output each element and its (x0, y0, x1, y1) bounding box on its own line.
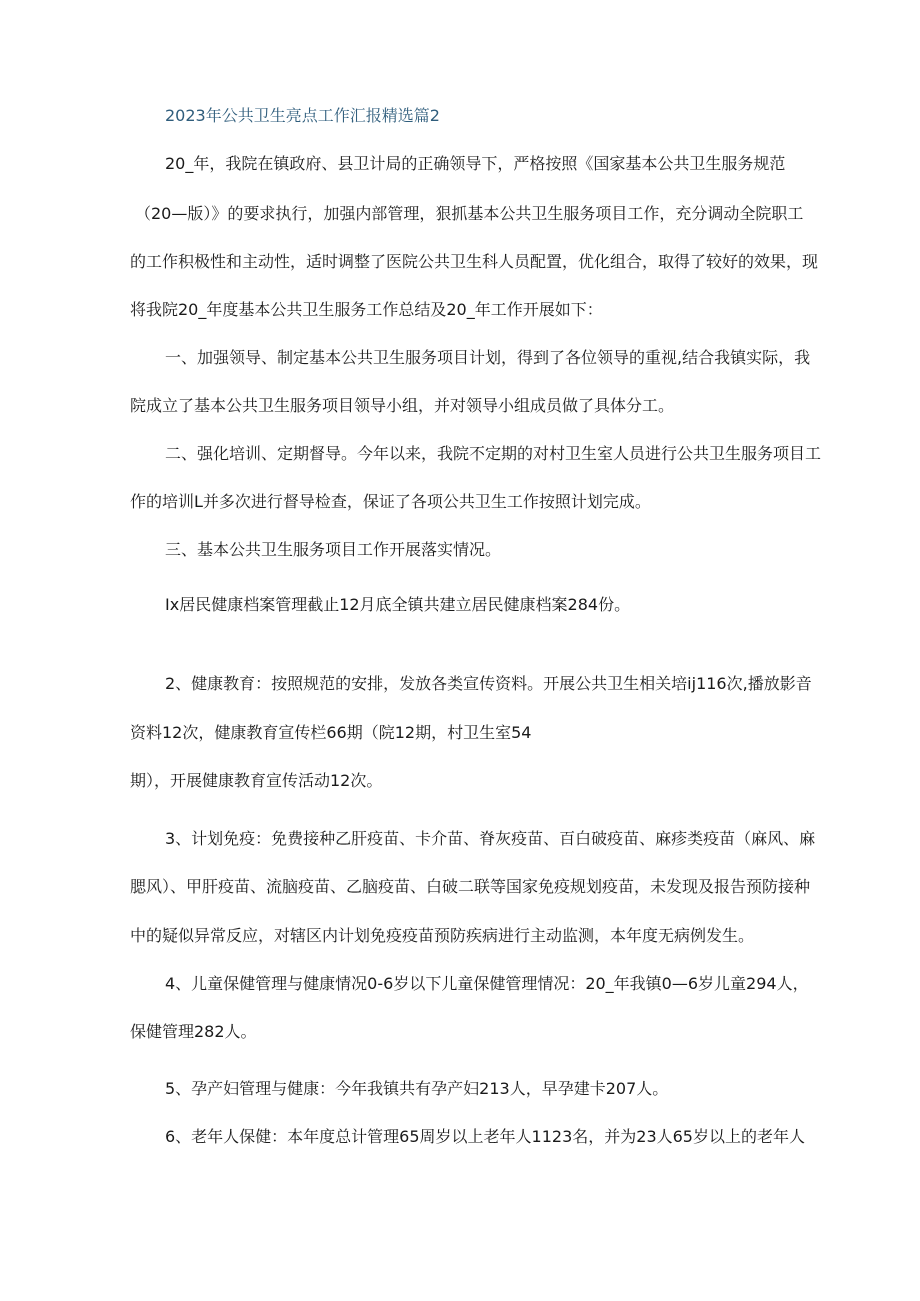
text-line: 的工作积极性和主动性，适时调整了医院公共卫生科人员配置，优化组合，取得了较好的效果，现 (130, 252, 819, 271)
document-title: 2023年公共卫生亮点工作汇报精选篇2 (165, 106, 440, 125)
text-line: 5、孕产妇管理与健康：今年我镇共有孕产妇213人，早孕建卡207人。 (165, 1079, 669, 1098)
text-line: 保健管理282人。 (130, 1022, 257, 1041)
text-line: 作的培训L并多次进行督导检查，保证了各项公共卫生工作按照计划完成。 (130, 492, 651, 511)
text-line: 3、计划免疫：免费接种乙肝疫苗、卡介苗、脊灰疫苗、百白破疫苗、麻疹类疫苗（麻风、麻 (165, 829, 816, 848)
text-line: 中的疑似异常反应，对辖区内计划免疫疫苗预防疾病进行主动监测，本年度无病例发生。 (130, 926, 755, 945)
text-line: 4、儿童保健管理与健康情况0-6岁以下儿童保健管理情况：20_年我镇0—6岁儿童294人， (165, 974, 809, 993)
text-line: 资料12次，健康教育宣传栏66期（院12期，村卫生室54 (130, 723, 532, 742)
text-line: Ix居民健康档案管理截止12月底全镇共建立居民健康档案284份。 (165, 595, 631, 614)
text-line: 院成立了基本公共卫生服务项目领导小组，并对领导小组成员做了具体分工。 (130, 396, 675, 415)
text-line: 6、老年人保健：本年度总计管理65周岁以上老年人1123名，并为23人65岁以上的老年人 (165, 1127, 805, 1146)
text-line: 将我院20_年度基本公共卫生服务工作总结及20_年工作开展如下： (130, 300, 603, 319)
text-line: 一、加强领导、制定基本公共卫生服务项目计划，得到了各位领导的重视,结合我镇实际，我 (165, 348, 811, 367)
text-line: 2、健康教育：按照规范的安排，发放各类宣传资料。开展公共卫生相关培ij116次,播放影音 (165, 674, 812, 693)
text-line: 腮风）、甲肝疫苗、流脑疫苗、乙脑疫苗、白破二联等国家免疫规划疫苗，未发现及报告预防接种 (130, 877, 811, 896)
text-line: 三、基本公共卫生服务项目工作开展落实情况。 (165, 540, 502, 559)
text-line: 期），开展健康教育宣传活动12次。 (130, 771, 383, 790)
text-line: 20_年，我院在镇政府、县卫计局的正确领导下，严格按照《国家基本公共卫生服务规范 (165, 154, 786, 173)
text-line: 二、强化培训、定期督导。今年以来，我院不定期的对村卫生室人员进行公共卫生服务项目工 (165, 444, 822, 463)
text-line: （20—版）》的要求执行，加强内部管理，狠抓基本公共卫生服务项目工作，充分调动全院职工 (135, 204, 804, 223)
